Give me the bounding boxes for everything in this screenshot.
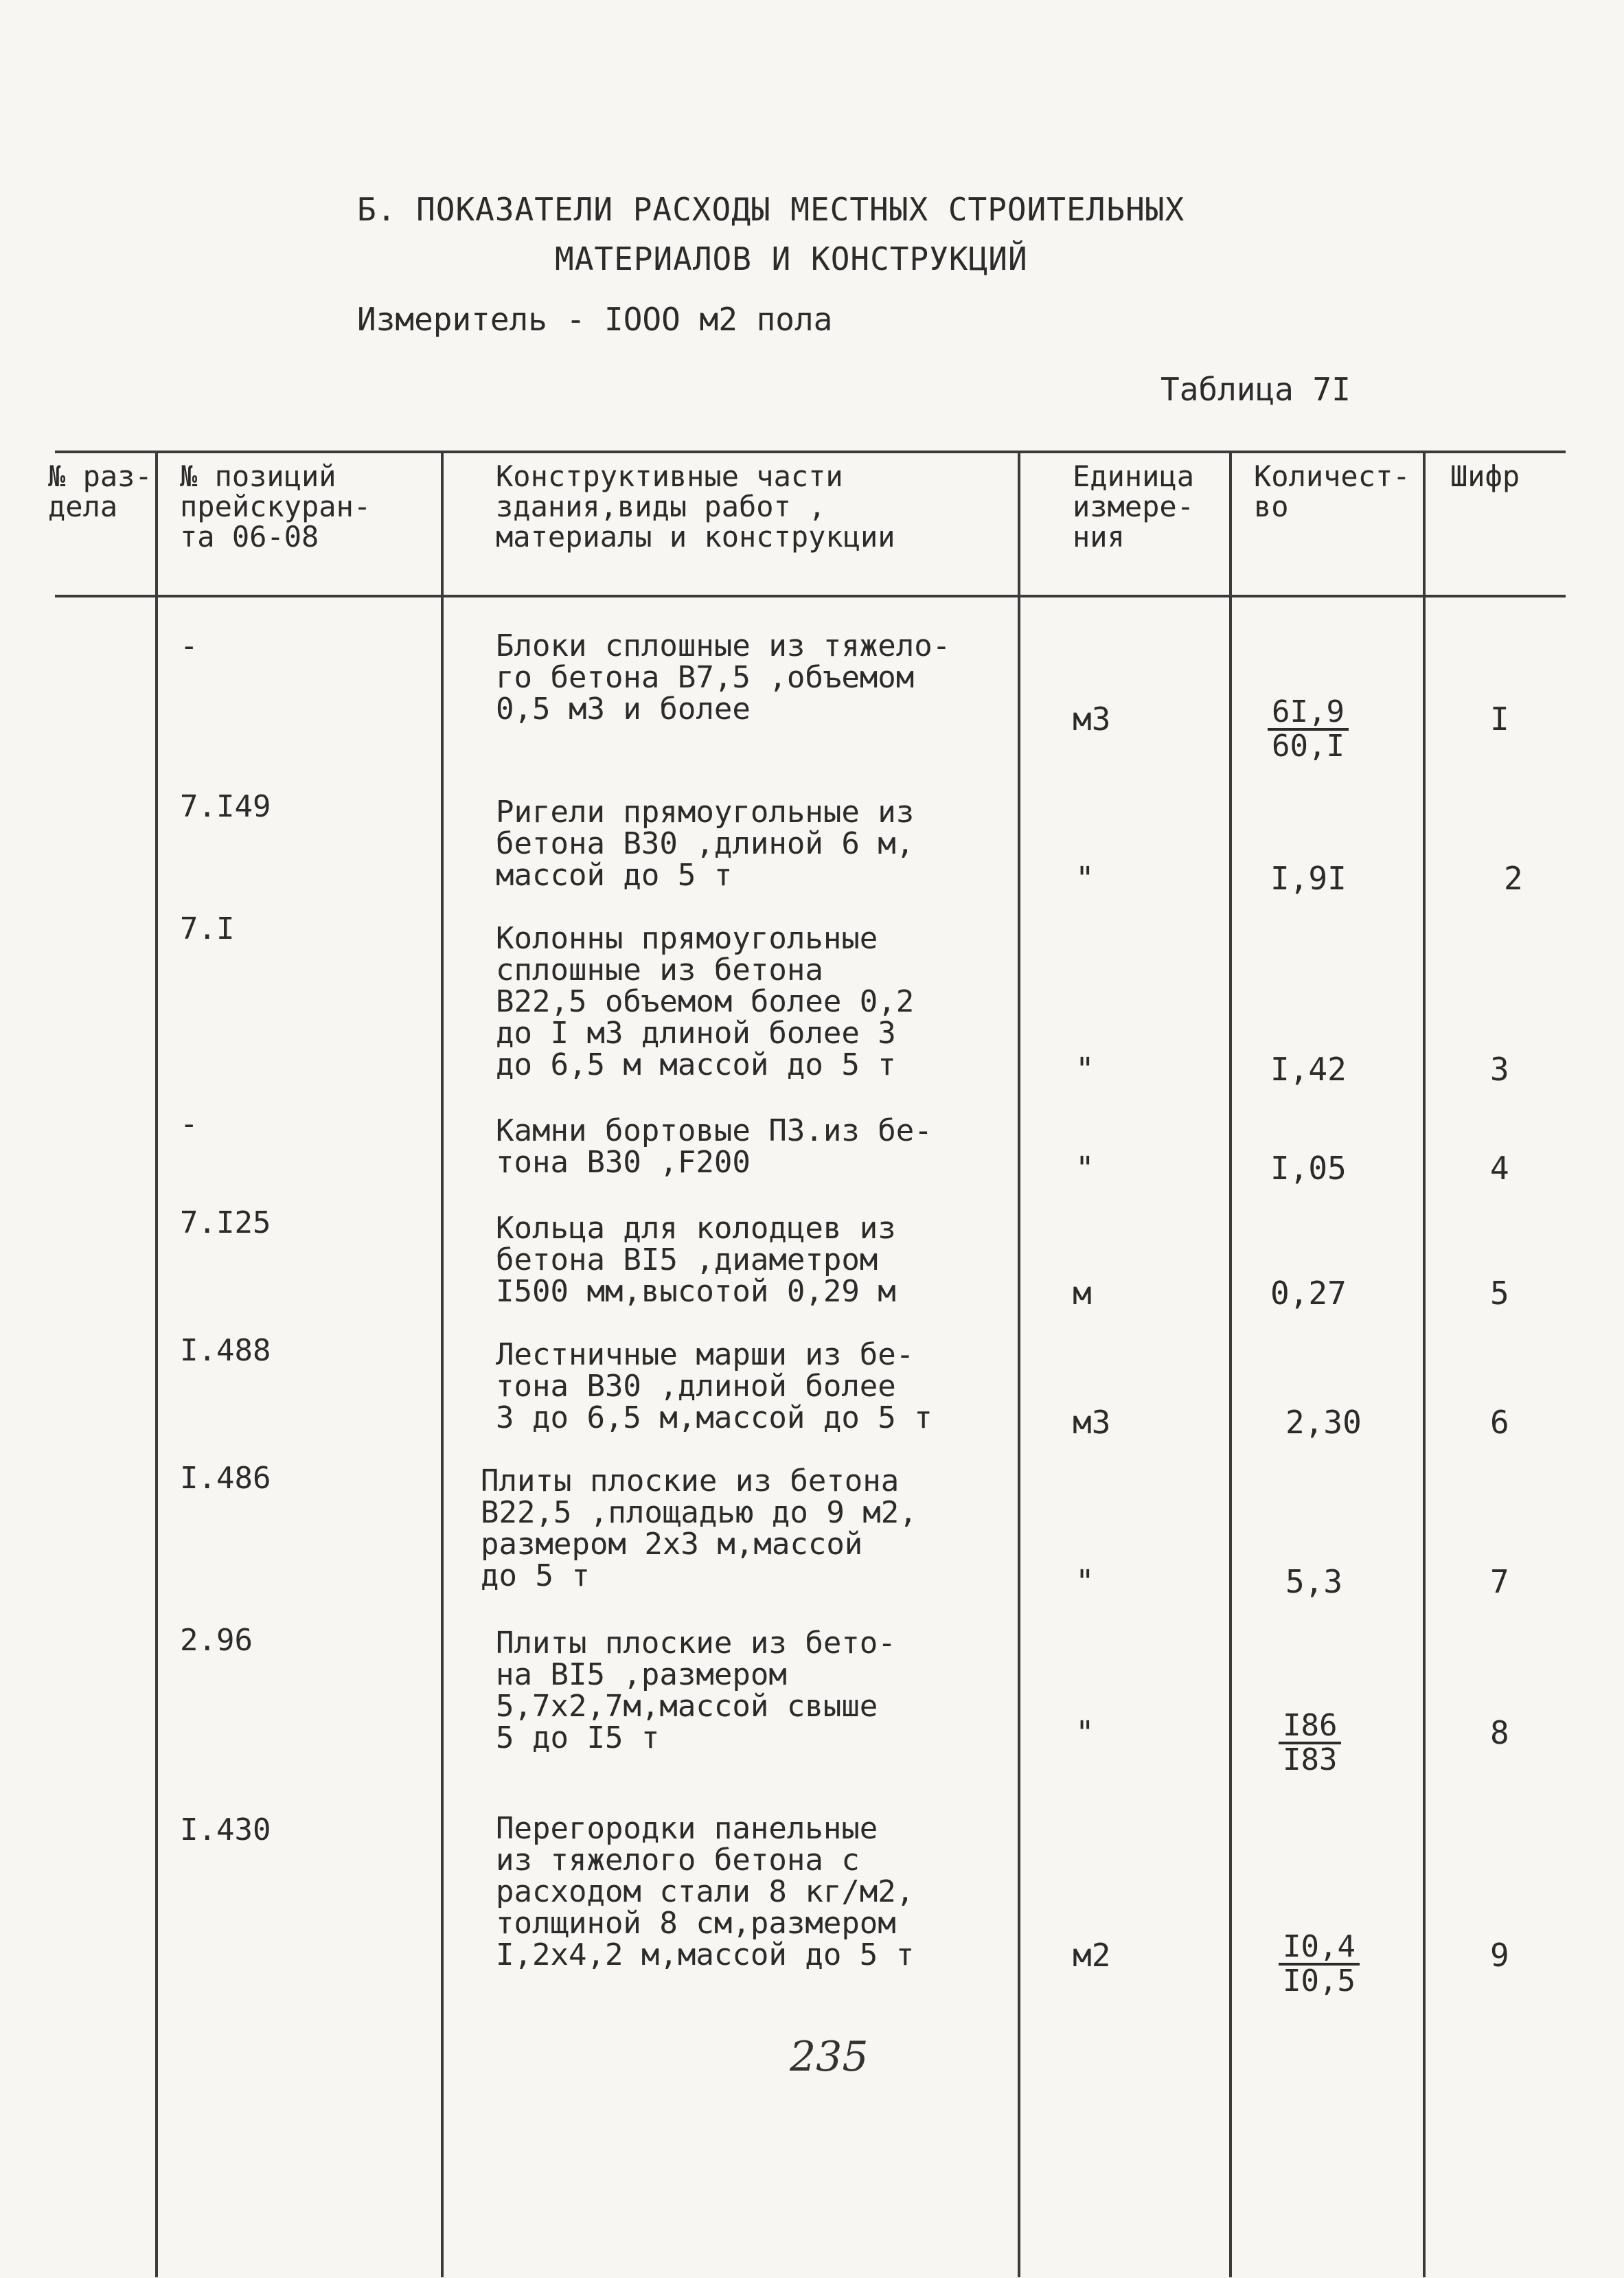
- row-code: 3: [1490, 1051, 1509, 1088]
- row-quantity: 0,27: [1270, 1275, 1347, 1312]
- column-divider: [1229, 451, 1232, 2277]
- table-top-rule: [55, 451, 1566, 453]
- table-number: Таблица 7I: [1160, 371, 1351, 408]
- column-header-unit: Единица измере- ния: [1073, 459, 1195, 554]
- row-quantity: I,05: [1270, 1150, 1347, 1187]
- column-divider: [1018, 451, 1020, 2277]
- row-quantity-fraction: [1279, 1931, 1360, 1997]
- row-position: -: [180, 1106, 198, 1141]
- row-position: 7.I: [180, 911, 235, 946]
- row-code: 6: [1490, 1404, 1509, 1441]
- column-divider: [1423, 451, 1426, 2277]
- row-unit: м2: [1073, 1937, 1111, 1974]
- row-code: 9: [1490, 1937, 1509, 1974]
- row-unit: м: [1073, 1275, 1092, 1312]
- column-header-section: № раз- дела: [48, 459, 152, 523]
- row-quantity-fraction: [1279, 1710, 1341, 1776]
- row-unit: ": [1075, 1714, 1095, 1751]
- row-position: 7.I49: [180, 789, 271, 824]
- row-quantity-fraction: [1268, 696, 1349, 762]
- measurement-unit-caption: Измеритель - IOOO м2 пола: [357, 301, 833, 338]
- row-code: 7: [1490, 1563, 1509, 1600]
- quantity-denominator: 60,I: [1272, 729, 1345, 764]
- row-description: Перегородки панельные из тяжелого бетона с расходом стали 8 кг/м2, толщиной 8 см,размером I,2х4,2 м,массой до 5 т: [496, 1811, 915, 1972]
- row-unit: ": [1075, 1051, 1095, 1088]
- row-description: Блоки сплошные из тяжело- го бетона B7,5 ,объемом 0,5 м3 и более: [496, 628, 951, 727]
- quantity-denominator: I83: [1283, 1742, 1338, 1777]
- page-number: 235: [790, 2033, 869, 2081]
- row-code: 2: [1504, 860, 1523, 897]
- row-quantity: 5,3: [1285, 1563, 1343, 1600]
- column-header-description: Конструктивные части здания,виды работ , материалы и конструкции: [496, 459, 895, 554]
- column-header-position: № позиций прейскуран- та 06-08: [180, 459, 371, 554]
- row-description: Колонны прямоугольные сплошные из бетона B22,5 объемом более 0,2 до I м3 длиной более 3 до 6,5 м массой до 5 т: [496, 921, 915, 1082]
- column-header-code: Шифр: [1450, 459, 1520, 493]
- row-code: 8: [1490, 1714, 1509, 1751]
- row-description: Плиты плоские из бето- на BI5 ,размером 5,7х2,7м,массой свыше 5 до I5 т: [496, 1626, 896, 1755]
- row-code: I: [1490, 701, 1509, 738]
- table-header-rule: [55, 595, 1566, 597]
- row-position: I.486: [180, 1461, 271, 1496]
- column-divider: [155, 451, 158, 2277]
- row-description: Ригели прямоугольные из бетона B30 ,длиной 6 м, массой до 5 т: [496, 795, 915, 893]
- row-unit: ": [1075, 860, 1095, 897]
- row-code: 5: [1490, 1275, 1509, 1312]
- row-position: 7.I25: [180, 1205, 271, 1240]
- column-divider: [441, 451, 444, 2277]
- row-position: I.488: [180, 1333, 271, 1368]
- row-description: Плиты плоские из бетона B22,5 ,площадью до 9 м2, размером 2х3 м,массой до 5 т: [481, 1463, 917, 1593]
- row-quantity: 2,30: [1285, 1404, 1362, 1441]
- row-quantity: I,9I: [1270, 860, 1347, 897]
- row-description: Камни бортовые П3.из бе- тона B30 ,F200: [496, 1113, 933, 1180]
- quantity-denominator: I0,5: [1283, 1963, 1356, 1998]
- row-description: Лестничные марши из бе- тона B30 ,длиной более 3 до 6,5 м,массой до 5 т: [496, 1337, 933, 1435]
- document-heading-line2: МАТЕРИАЛОВ И КОНСТРУКЦИЙ: [555, 240, 1028, 277]
- row-position: I.430: [180, 1812, 271, 1847]
- row-unit: ": [1075, 1150, 1095, 1187]
- row-quantity: I,42: [1270, 1051, 1347, 1088]
- document-heading-line1: Б. ПОКАЗАТЕЛИ РАСХОДЫ МЕСТНЫХ СТРОИТЕЛЬНЫХ: [357, 191, 1185, 228]
- quantity-numerator: 6I,9: [1268, 696, 1349, 731]
- column-header-quantity: Количест- во: [1254, 459, 1410, 523]
- row-position: 2.96: [180, 1623, 253, 1658]
- row-code: 4: [1490, 1150, 1509, 1187]
- row-unit: м3: [1073, 1404, 1111, 1441]
- quantity-numerator: I86: [1279, 1710, 1341, 1744]
- row-unit: ": [1075, 1563, 1095, 1600]
- row-unit: м3: [1073, 701, 1111, 738]
- quantity-numerator: I0,4: [1279, 1931, 1360, 1966]
- row-position: -: [180, 628, 198, 663]
- row-description: Кольца для колодцев из бетона BI5 ,диаметром I500 мм,высотой 0,29 м: [496, 1211, 896, 1309]
